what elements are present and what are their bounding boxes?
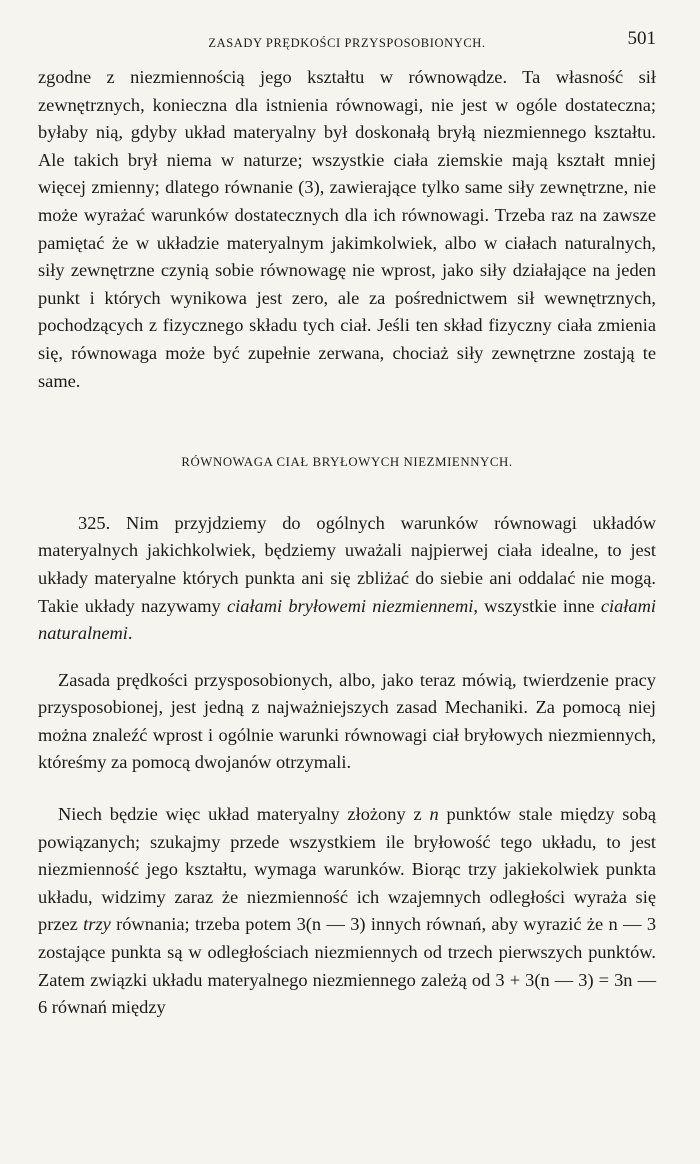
- body-text: [38, 64, 656, 1022]
- term-cialami-naturalnemi: ciałami naturalnemi: [38, 595, 656, 644]
- paragraph-325-text-end: .: [127, 623, 133, 644]
- paragraph-continuation: zgodne z niezmiennością jego kształtu w równowądze. Ta własność sił zewnętrznych, konieczna dla istnienia równowagi, nie jest w ogóle dostateczna; byłaby nią, gdyby układ materyalny był doskonałą bryłą niezmiennego kształtu. Ale takich brył niema w naturze; wszystkie ciała ziemskie mają kształt mniej więcej zmienny; dlatego równanie (3), zawierające tylko same siły zewnętrzne, nie może wyrażać warunków dostatecznych dla ich równowagi. Trzeba raz na zawsze pamiętać że w układzie materyalnym jakimkolwiek, albo w ciałach naturalnych, siły zewnętrzne czynią sobie równowagę nie wprost, jako siły działające na jeden punkt i których wynikowa jest zero, ale za pośrednictwem sił wewnętrznych, pochodzących z fizycznego składu tych ciał. Jeśli ten skład fizyczny ciała zmienia się, równowaga może być zupełnie zerwana, chociaż siły zewnętrzne zostają te same.: [38, 67, 656, 391]
- paragraph-zasada: Zasada prędkości przysposobionych, albo, jako teraz mówią, twierdzenie pracy przysposobionej, jest jedną z najważniejszych zasad Mechaniki. Za pomocą niej można znaleźć wprost i ogólnie warunki równowagi ciał bryłowych niezmiennych, któreśmy za pomocą dwojanów otrzymali.: [38, 669, 656, 773]
- term-cialami-bryłowemi: ciałami bryłowemi niezmiennemi: [226, 595, 474, 616]
- page-header: [38, 28, 656, 58]
- paragraph-325-text-start: 325. Nim przyjdziemy do ogólnych warunków równowagi układów materyalnych jakichkolwiek, będziemy uważali najpierwej ciała idealne, to jest układy materyalne których punkta ani się zbliżać do siebie ani oddalać nie mogą. Takie układy nazywamy: [38, 512, 656, 616]
- text-segment: Niech będzie więc układ materyalny złożony z: [58, 804, 430, 825]
- text-segment: innych równań, aby wyrazić że: [365, 914, 609, 935]
- paragraph-niech-bedzie: [38, 801, 656, 1022]
- math-expression-2: n — 3: [608, 914, 657, 935]
- word-trzy: trzy: [83, 914, 111, 935]
- text-segment: równania; trzeba potem: [110, 914, 297, 935]
- section-heading: RÓWNOWAGA CIAŁ BRYŁOWYCH NIEZMIENNYCH.: [181, 455, 513, 470]
- math-expression-3: 3 + 3(n — 3) = 3n — 6: [38, 969, 656, 1018]
- math-expression-1: 3(n — 3): [296, 914, 366, 935]
- paragraph-325: [38, 510, 656, 648]
- paragraph-325-text-mid: , wszystkie inne: [473, 595, 601, 616]
- text-segment: punktów stale między sobą powiązanych; szukajmy przede wszystkiem ile bryłowość tego układu, to jest niezmienność jego kształtu, wymaga warunków. Biorąc trzy jakiekolwiek punkta układu, widzimy zaraz że niezmienność ich wzajemnych odległości wyraża się przez: [38, 804, 656, 935]
- running-head: ZASADY PRĘDKOŚCI PRZYSPOSOBIONYCH.: [208, 36, 486, 50]
- page-number: 501: [627, 28, 656, 49]
- text-segment: zostające punkta są w odległościach niezmiennych od trzech pierwszych punktów. Zatem związki układu materyalnego niezmiennego zależą od: [38, 942, 656, 990]
- text-segment: równań między: [47, 997, 166, 1018]
- math-n: n: [429, 804, 439, 825]
